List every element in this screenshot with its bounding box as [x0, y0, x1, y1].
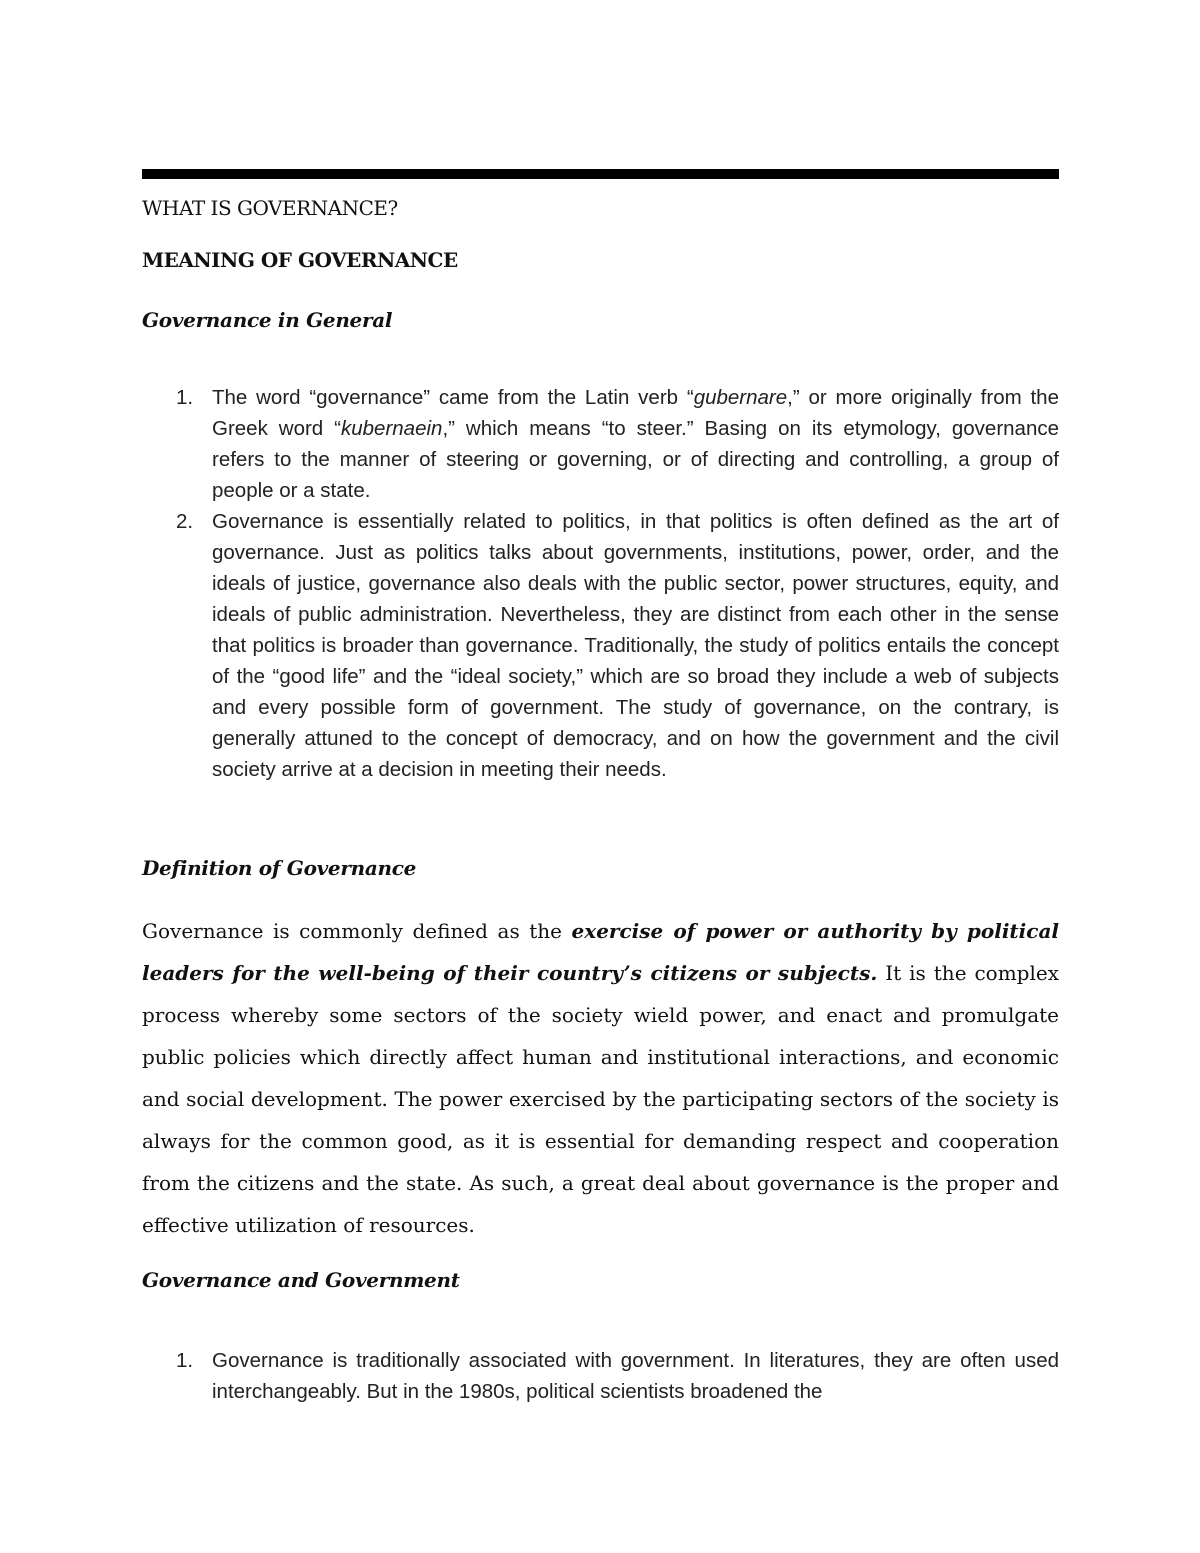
document-title: WHAT IS GOVERNANCE? — [142, 196, 398, 220]
government-list — [142, 1345, 1059, 1407]
subheading-definition: Definition of Governance — [142, 856, 417, 880]
subheading-government: Governance and Government — [142, 1268, 460, 1292]
list-item: 1. Governance is traditionally associated with government. In literatures, they are often used interchangeably. But in the 1980s, political scientists broadened the — [142, 1345, 1059, 1407]
definition-paragraph: Governance is commonly defined as the exercise of power or authority by political leaders for the well-being of their country’s citizens or subjects. It is the complex process whereby some sectors of the society wield power, and enact and promulgate public policies which directly affect human and institutional interactions, and economic and social development. The power exercised by the participating sectors of the society is always for the common good, as it is essential for demanding respect and cooperation from the citizens and the state. As such, a great deal about governance is the proper and effective utilization of resources. — [142, 919, 1059, 1237]
list-number: 1. — [176, 1349, 194, 1372]
subheading-general: Governance in General — [142, 308, 393, 332]
list-item: 1. The word “governance” came from the Latin verb “gubernare,” or more originally from the Greek word “kubernaein,” which means “to steer.” Basing on its etymology, governance refers to the manner of steering or governing, or of directing and controlling, a group of people or a state. — [142, 382, 1059, 506]
top-rule — [142, 169, 1059, 179]
list-item: 2. Governance is essentially related to politics, in that politics is often defined as the art of governance. Just as politics talks about governments, institutions, power, order, and the ideals of justice, governance also deals with the public sector, power structures, equity, and ideals of public administration. Nevertheless, they are distinct from each other in the sense that politics is broader than governance. Traditionally, the study of politics entails the concept of the “good life” and the “ideal society,” which are so broad they include a web of subjects and every possible form of government. The study of governance, on the contrary, is generally attuned to the concept of democracy, and on how the government and the civil society arrive at a decision in meeting their needs. — [142, 506, 1059, 785]
list-number: 2. — [176, 510, 194, 533]
general-list — [142, 382, 1059, 785]
list-number: 1. — [176, 386, 194, 409]
section-heading-meaning: MEANING OF GOVERNANCE — [142, 248, 458, 272]
